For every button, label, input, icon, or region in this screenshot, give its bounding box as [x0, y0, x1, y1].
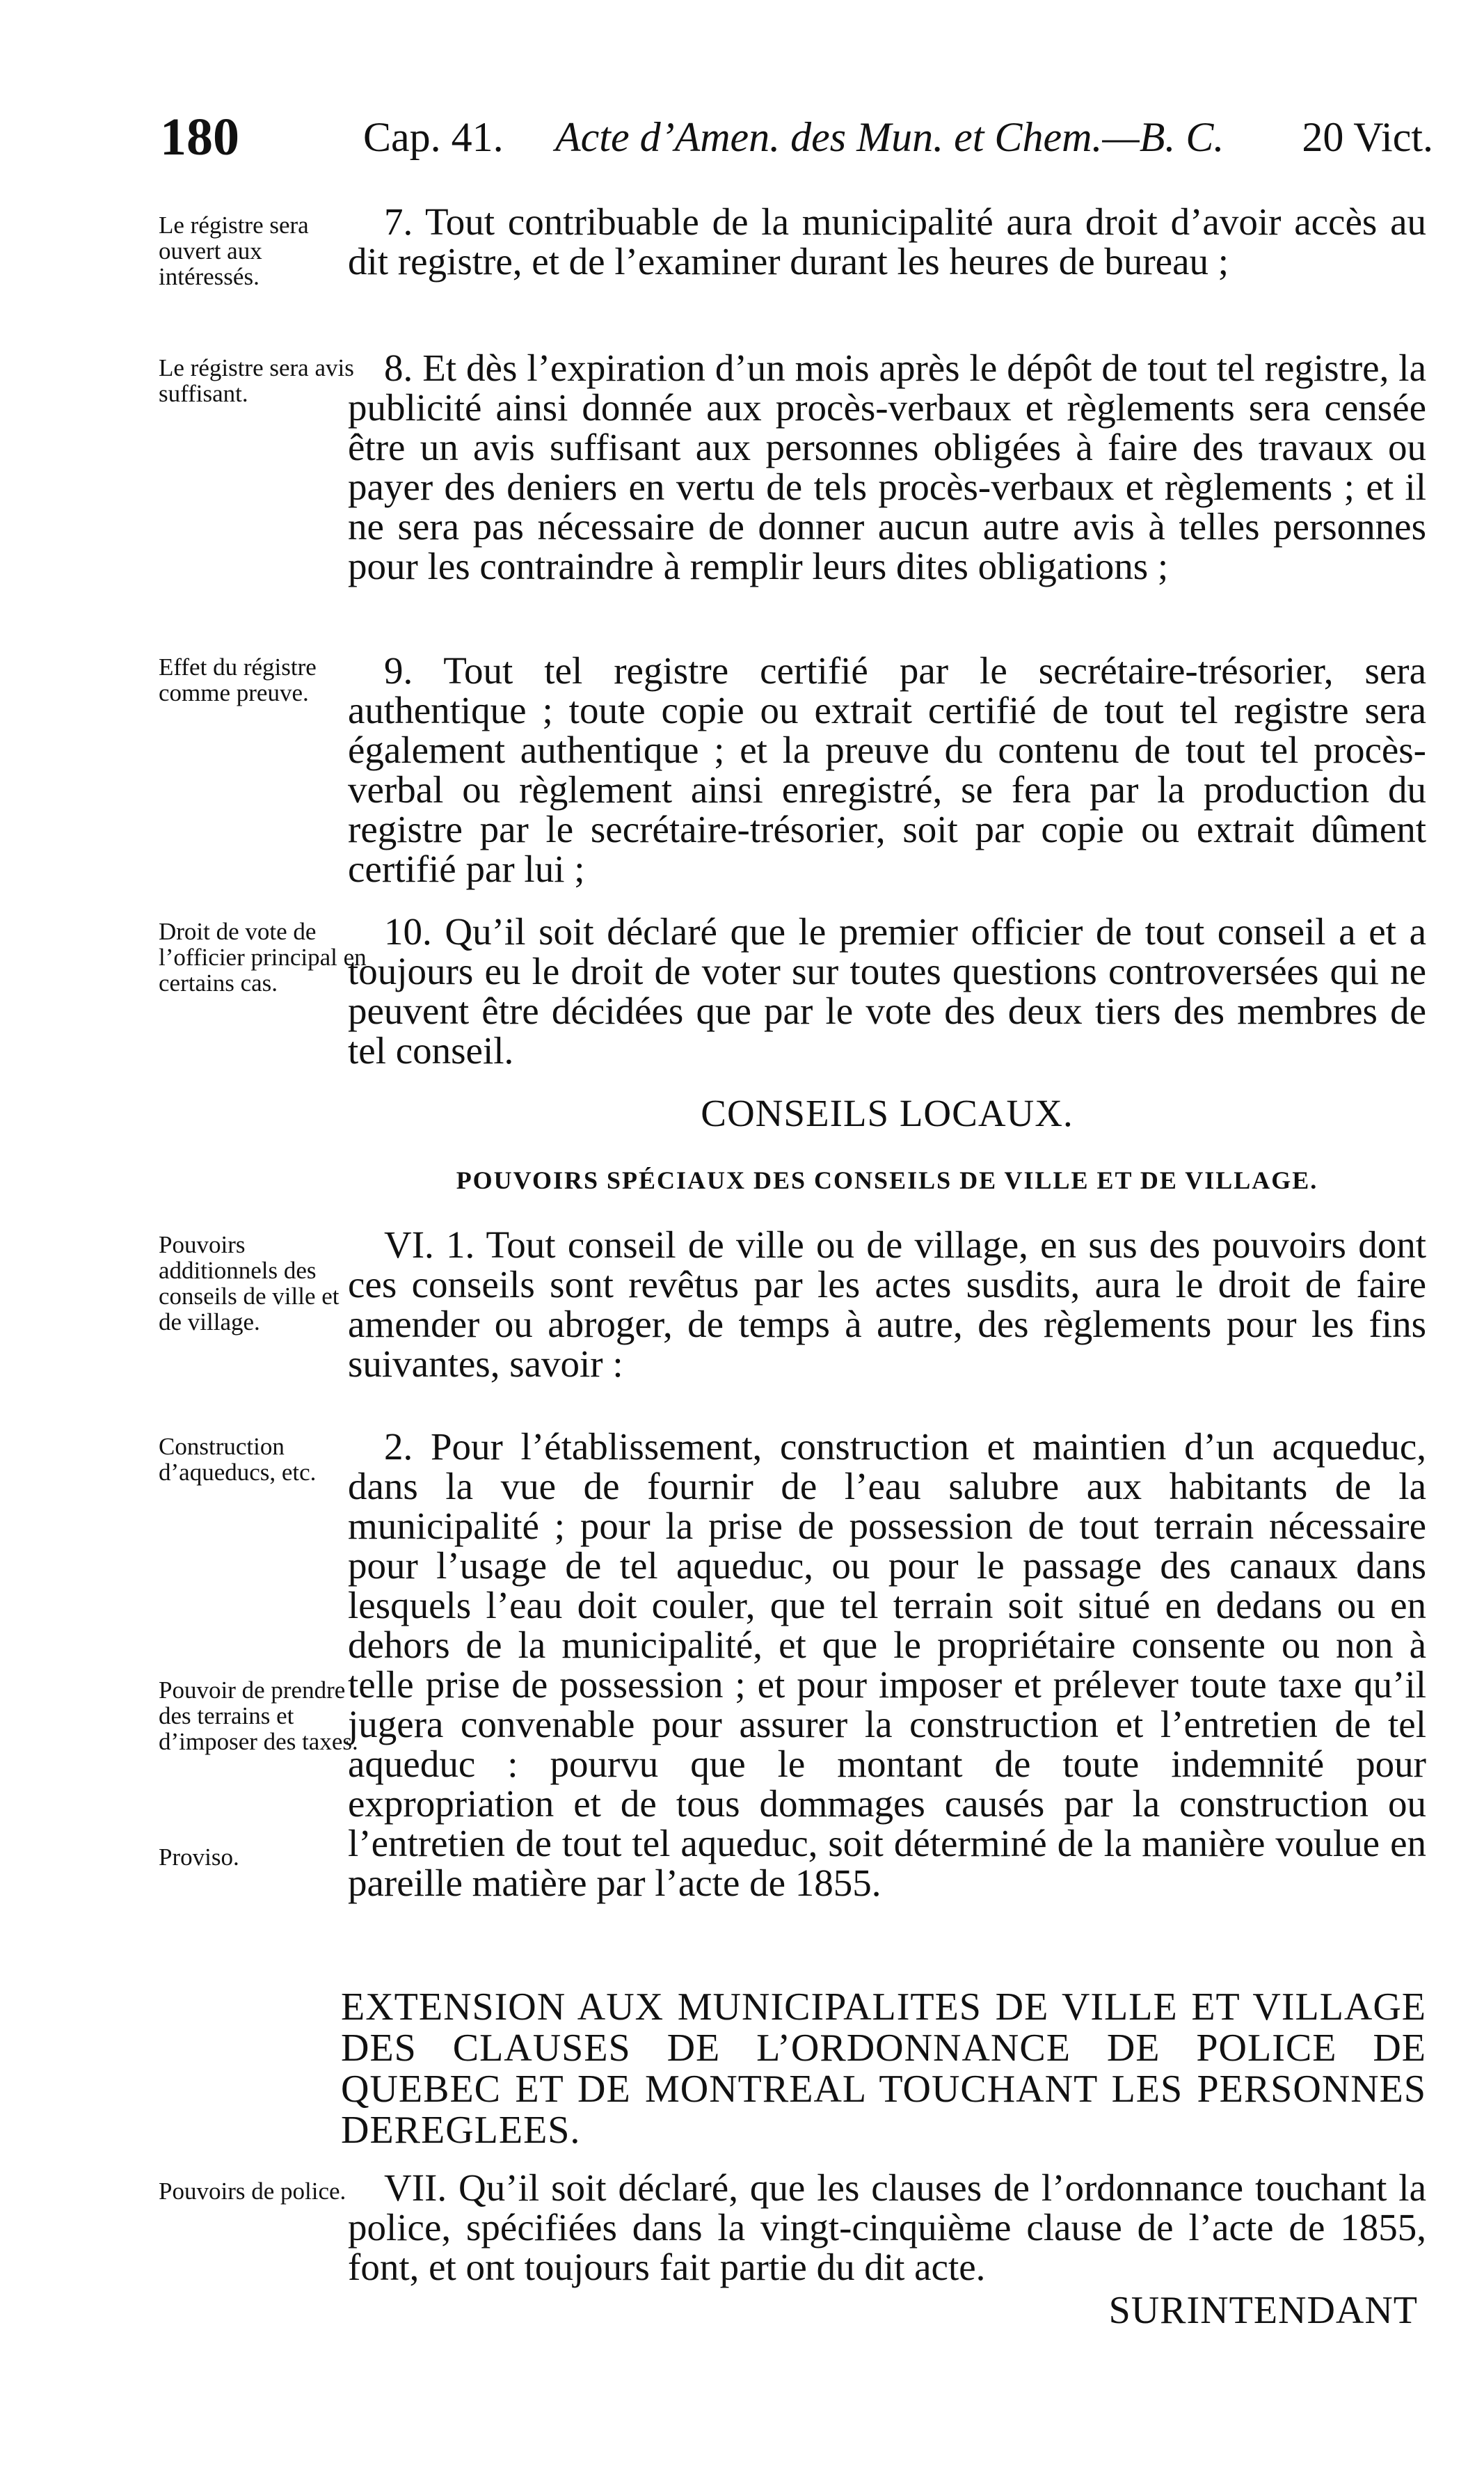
section-8-text: 8. Et dès l’expiration d’un mois après le dépôt de tout tel registre, la publicité ainsi donnée aux procès-verbaux et règlements sera censée être un avis suffisant aux personnes obligées à faire des travaux ou payer des deniers en vertu de tels procès-verbaux et règlements ; et il ne sera pas nécessaire de donner aucun autre avis à telles personnes pour les contraindre à remplir leurs dites obligations ; [348, 347, 1426, 587]
margin-note: Le régistre sera ouvert aux intéressés. [159, 212, 309, 290]
margin-note: Construction d’aqueducs, etc. [159, 1433, 317, 1486]
heading-conseils-locaux: CONSEILS LOCAUX. [701, 1092, 1074, 1134]
chapter-label: Cap. 41. [363, 114, 504, 160]
section-vi-1-text: VI. 1. Tout conseil de ville ou de village, en sus des pouvoirs dont ces conseils sont revêtus par les actes susdits, aura le droit de faire amender ou abroger, de temps à autre, des règlements pour les fins suivantes, savoir : [348, 1223, 1426, 1385]
heading-extension: EXTENSION AUX MUNICIPALITES DE VILLE ET VILLAGE DES CLAUSES DE L’ORDONNANCE DE POLICE DE QUEBEC ET DE MONTREAL TOUCHANT LES PERSONNES DEREGLEES. [341, 1985, 1426, 2152]
running-title: Acte d’Amen. des Mun. et Chem.—B. C. [555, 114, 1224, 160]
margin-note: Pouvoirs de police. [159, 2178, 346, 2205]
regnal-year: 20 Vict. [1302, 114, 1433, 160]
margin-note: Effet du régistre comme preuve. [159, 653, 317, 706]
subheading-pouvoirs-speciaux: POUVOIRS SPÉCIAUX DES CONSEILS DE VILLE ET DE VILLAGE. [456, 1166, 1318, 1194]
margin-note-proviso: Proviso. [159, 1843, 239, 1871]
catchword: SURINTENDANT [1108, 2289, 1418, 2332]
section-vi-2-text: 2. Pour l’établissement, construction et maintien d’un acqueduc, dans la vue de fournir de l’eau salubre aux habitants de la municipalité ; pour la prise de possession de tout terrain nécessaire pour l’usage de tel aqueduc, ou pour le passage des canaux dans lesquels l’eau doit couler, que tel terrain soit situé en dedans ou en dehors de la municipalité, et que le propriétaire consente ou non à telle prise de possession ; et pour imposer et prélever toute taxe qu’il jugera convenable pour assurer la construction et l’entretien de tel aqueduc : pourvu que le montant de toute indemnité pour expropriation et de tous dommages causés par la construction ou l’entretien de tout tel aqueduc, soit déterminé de la manière voulue en pareille matière par l’acte de 1855. [348, 1425, 1426, 1904]
margin-note: Pouvoir de prendre des terrains et d’imposer des taxes. [159, 1676, 358, 1755]
margin-note: Le régistre sera avis suffisant. [159, 354, 354, 407]
section-vii-text: VII. Qu’il soit déclaré, que les clauses de l’ordonnance touchant la police, spécifiées dans la vingt-cinquième clause de l’acte de 1855, font, et ont toujours fait partie du dit acte. [348, 2166, 1426, 2288]
margin-note: Pouvoirs additionnels des conseils de ville et de village. [159, 1231, 340, 1335]
page-number: 180 [160, 108, 239, 166]
section-7-text: 7. Tout contribuable de la municipalité aura droit d’avoir accès au dit registre, et de l’examiner durant les heures de bureau ; [348, 200, 1426, 283]
section-9-text: 9. Tout tel registre certifié par le secrétaire-trésorier, sera authentique ; toute copie ou extrait certifié de tout tel registre sera également authentique ; et la preuve du contenu de tout tel procès-verbal ou règlement ainsi enregistré, se fera par la production du registre par le secrétaire-trésorier, soit par copie ou extrait dûment certifié par lui ; [348, 649, 1426, 890]
section-10-text: 10. Qu’il soit déclaré que le premier officier de tout conseil a et a toujours eu le droit de voter sur toutes questions controversées qui ne peuvent être décidées que par le vote des deux tiers des membres de tel conseil. [348, 910, 1426, 1072]
running-header [160, 104, 1433, 171]
margin-note: Droit de vote de l’officier principal en certains cas. [159, 918, 367, 997]
